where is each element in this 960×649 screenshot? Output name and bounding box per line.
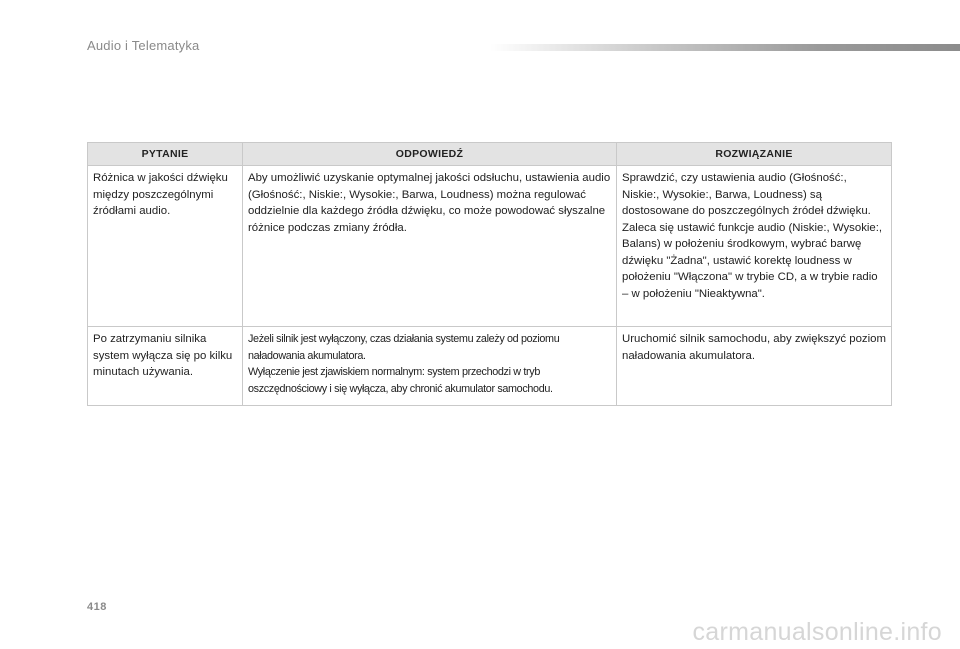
column-header-answer: ODPOWIEDŹ (243, 143, 617, 166)
solution-text: Sprawdzić, czy ustawienia audio (Głośność:, Niskie:, Wysokie:, Barwa, Loudness) są dostosowane do poszczególnych źródeł dźwięku. Zaleca się ustawić funkcje audio (Niskie:, Wysokie:, Balans) w położeniu środkowym, wybrać barwę dźwięku "Żadna", ustawić korektę loudness w położeniu "Włączona" w trybie CD, a w trybie radio – w położeniu "Nieaktywna". (622, 172, 883, 300)
answer-cell (243, 327, 617, 406)
solution-text: Uruchomić silnik samochodu, aby zwiększyć poziom naładowania akumulatora. (622, 333, 886, 362)
troubleshooting-table (87, 142, 892, 406)
answer-text: Jeżeli silnik jest wyłączony, czas działania systemu zależy od poziomu naładowania akumulatora. (248, 333, 560, 362)
question-text: Różnica w jakości dźwięku między poszczególnymi źródłami audio. (93, 172, 228, 217)
question-cell (88, 166, 243, 327)
column-header-question: PYTANIE (88, 143, 243, 166)
column-header-solution: ROZWIĄZANIE (617, 143, 892, 166)
solution-cell (617, 327, 892, 406)
page-number: 418 (87, 601, 107, 613)
answer-text: Aby umożliwić uzyskanie optymalnej jakości odsłuchu, ustawienia audio (Głośność:, Niskie:, Wysokie:, Barwa, Loudness) można regulować oddzielnie dla każdego źródła dźwięku, co może powodować słyszalne różnice podczas zmiany źródła. (248, 172, 611, 234)
table-row (88, 166, 892, 327)
header-divider (490, 44, 960, 51)
table-header-row (88, 143, 892, 166)
watermark-text: carmanualsonline.info (692, 618, 942, 646)
question-cell (88, 327, 243, 406)
section-title: Audio i Telematyka (87, 38, 200, 53)
question-text: Po zatrzymaniu silnika system wyłącza się po kilku minutach używania. (93, 333, 233, 378)
answer-text: Wyłączenie jest zjawiskiem normalnym: system przechodzi w tryb oszczędnościowy i się wyłącza, aby chronić akumulator samochodu. (248, 366, 553, 395)
table-row (88, 327, 892, 406)
answer-cell (243, 166, 617, 327)
solution-cell (617, 166, 892, 327)
